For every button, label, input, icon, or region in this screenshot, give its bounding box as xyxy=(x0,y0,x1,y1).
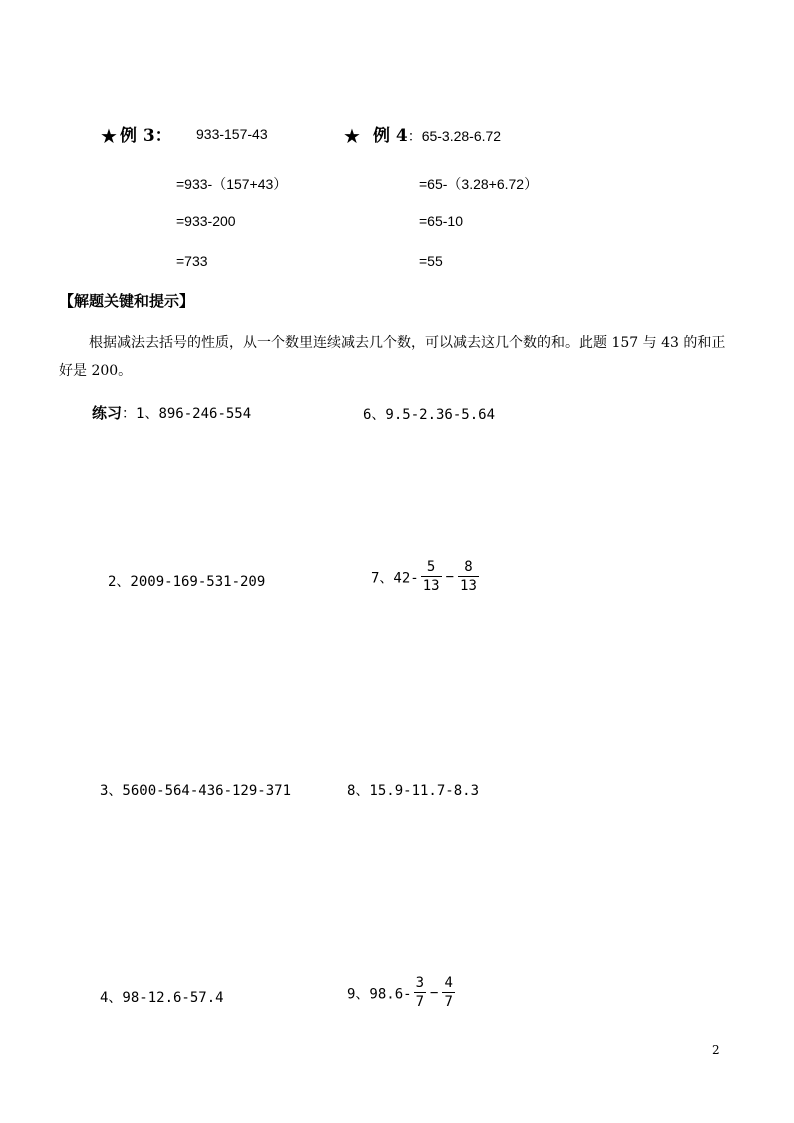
fraction xyxy=(414,976,426,1011)
example-3-label: 例 3： xyxy=(119,126,172,146)
practice-item-9 xyxy=(347,976,457,1011)
practice-item-7-prefix: 7、42- xyxy=(371,570,419,587)
practice-item-9-prefix: 9、98.6- xyxy=(347,986,412,1003)
minus-sign: − xyxy=(430,985,439,1002)
example-3-step-3: =733 xyxy=(176,253,208,269)
example-3-step-1: =933-（157+43） xyxy=(176,176,288,192)
fraction-numerator: 4 xyxy=(444,975,453,991)
star-icon: ★ xyxy=(343,124,361,148)
fraction-numerator: 5 xyxy=(426,559,436,575)
practice-item-2: 2、2009-169-531-209 xyxy=(108,574,266,590)
fraction xyxy=(458,560,479,595)
practice-label-row xyxy=(92,402,251,423)
practice-item-3: 3、5600-564-436-129-371 xyxy=(100,783,292,799)
example-4-step-1: =65-（3.28+6.72） xyxy=(419,176,539,192)
minus-sign: − xyxy=(445,569,455,586)
page-number: 2 xyxy=(712,1043,720,1057)
star-icon: ★ xyxy=(100,124,118,148)
example-3-heading xyxy=(100,121,172,146)
example-4-step-2: =65-10 xyxy=(419,213,463,229)
practice-item-7 xyxy=(371,560,481,595)
example-4-problem: 65-3.28-6.72 xyxy=(421,128,502,144)
fraction-denominator: 13 xyxy=(422,578,440,595)
example-4-heading xyxy=(343,121,501,146)
practice-item-8: 8、15.9-11.7-8.3 xyxy=(347,783,480,799)
practice-colon: ： xyxy=(122,406,137,422)
example-4-label: 例 4 xyxy=(372,126,408,146)
example-4-colon: ： xyxy=(407,128,422,144)
practice-item-4: 4、98-12.6-57.4 xyxy=(100,990,224,1006)
fraction-denominator: 7 xyxy=(415,994,425,1011)
tips-heading: 【解题关键和提示】 xyxy=(59,292,195,310)
fraction xyxy=(442,976,454,1011)
fraction-numerator: 3 xyxy=(415,975,425,991)
fraction-numerator: 8 xyxy=(464,559,473,575)
fraction xyxy=(421,560,442,595)
tips-paragraph: 根据减法去括号的性质，从一个数里连续减去几个数，可以减去这几个数的和。此题 157 与 43 的和正好是 200。 xyxy=(59,335,726,379)
practice-item-1: 1、896-246-554 xyxy=(136,406,252,422)
fraction-denominator: 7 xyxy=(444,994,453,1011)
practice-item-6: 6、9.5-2.36-5.64 xyxy=(363,407,496,423)
example-4-step-3: =55 xyxy=(419,253,443,269)
fraction-denominator: 13 xyxy=(460,578,477,595)
example-3-step-2: =933-200 xyxy=(176,213,236,229)
example-3-problem: 933-157-43 xyxy=(196,126,268,142)
practice-label: 练习 xyxy=(92,404,123,422)
